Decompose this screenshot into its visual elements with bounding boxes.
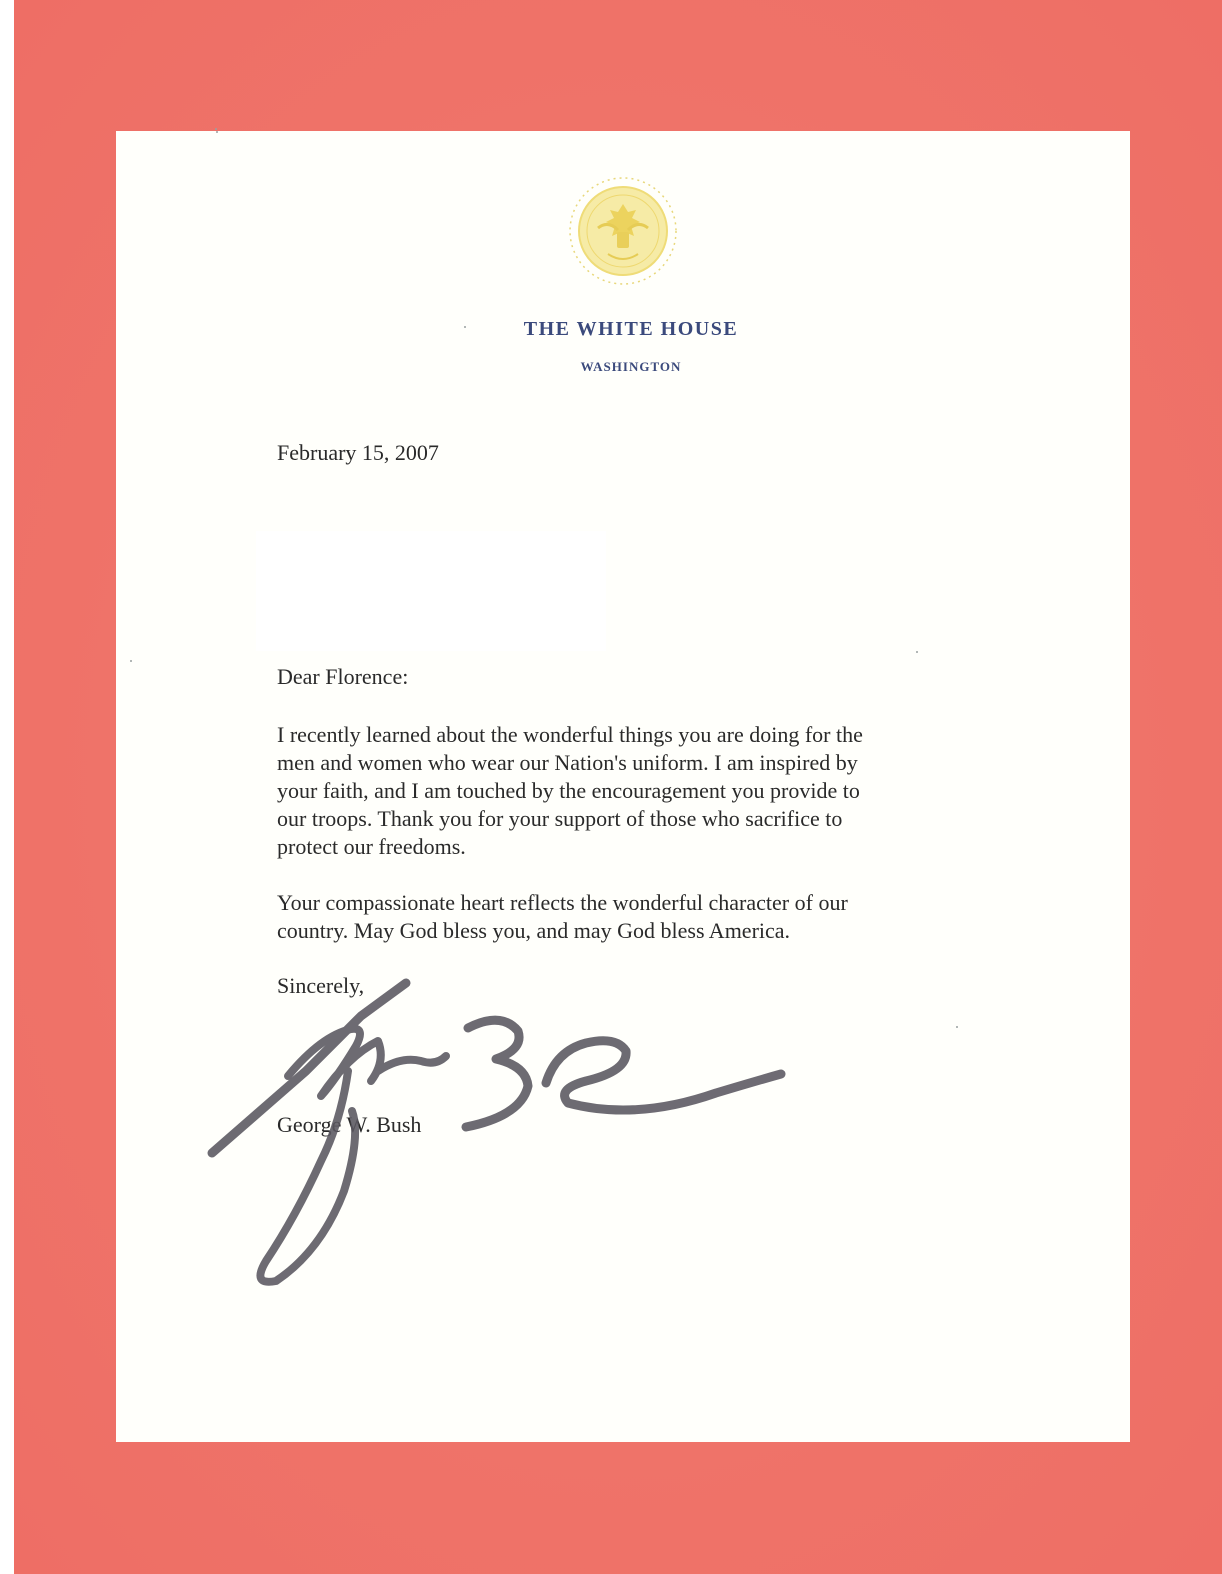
body-paragraph-2 [277,889,977,945]
scan-speck [916,651,918,653]
paragraph-line: country. May God bless you, and may God bless America. [277,918,791,943]
paragraph-line: Your compassionate heart reflects the wonderful character of our [277,890,848,915]
letter-date: February 15, 2007 [277,440,439,465]
letter-sheet [116,131,1130,1442]
address-redaction [256,531,606,651]
paragraph-line: I recently learned about the wonderful things you are doing for the [277,722,863,747]
scan-speck [464,326,466,328]
scan-speck [956,1026,958,1028]
salutation: Dear Florence: [277,664,409,689]
scan-speck [215,128,217,130]
paragraph-line: protect our freedoms. [277,834,466,859]
scan-speck [130,660,132,662]
paragraph-line: men and women who wear our Nation's uniform. I am inspired by [277,750,858,775]
closing: Sincerely, [277,973,365,998]
paragraph-line: your faith, and I am touched by the encouragement you provide to [277,778,860,803]
letterhead-title: THE WHITE HOUSE [523,318,739,340]
presidential-seal-icon [568,176,678,286]
signer-name: George W. Bush [277,1112,422,1137]
letterhead-city: WASHINGTON [580,359,682,374]
body-paragraph-1 [277,721,977,861]
paragraph-line: our troops. Thank you for your support of those who sacrifice to [277,806,843,831]
scan-edge [0,0,14,1574]
scan-speck [216,131,218,133]
